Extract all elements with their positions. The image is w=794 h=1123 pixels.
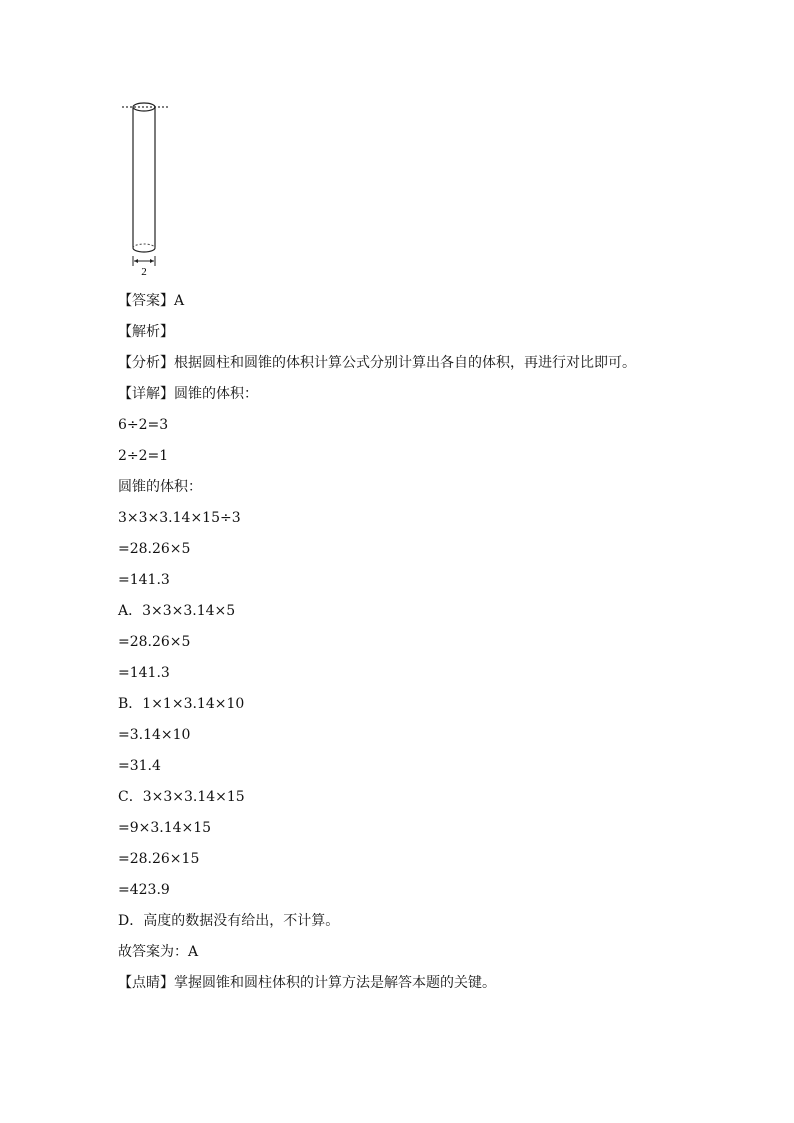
diameter-label: 2 bbox=[141, 266, 147, 278]
option-b-line: B．1×1×3.14×10 bbox=[118, 696, 245, 712]
key-point-line: 【点睛】掌握圆锥和圆柱体积的计算方法是解答本题的关键。 bbox=[118, 975, 496, 991]
cylinder-bottom-back-arc bbox=[133, 244, 155, 248]
calc-line: 2÷2=1 bbox=[118, 448, 169, 464]
calc-line: =28.26×5 bbox=[118, 634, 191, 650]
cylinder-bottom-front-arc bbox=[133, 248, 155, 252]
detail-line: 【详解】圆锥的体积： bbox=[118, 386, 258, 402]
option-c-line: C．3×3×3.14×15 bbox=[118, 789, 245, 805]
conclusion-line: 故答案为：A bbox=[118, 944, 199, 960]
calc-line: 3×3×3.14×15÷3 bbox=[118, 510, 241, 526]
calc-line: 圆锥的体积： bbox=[118, 479, 202, 495]
analysis-heading: 【解析】 bbox=[118, 324, 174, 340]
answer-line: 【答案】A bbox=[118, 293, 185, 309]
calc-line: =3.14×10 bbox=[118, 727, 191, 743]
calc-line: =9×3.14×15 bbox=[118, 820, 212, 836]
option-a-line: A．3×3×3.14×5 bbox=[118, 603, 236, 619]
dimension-arrow-left bbox=[134, 259, 138, 263]
calc-line: =28.26×15 bbox=[118, 851, 200, 867]
option-d-line: D．高度的数据没有给出，不计算。 bbox=[118, 913, 340, 929]
solution-text bbox=[118, 286, 758, 999]
calc-line: =141.3 bbox=[118, 665, 170, 681]
calc-line: =31.4 bbox=[118, 758, 161, 774]
dimension-arrow-right bbox=[150, 259, 154, 263]
analysis-line: 【分析】根据圆柱和圆锥的体积计算公式分别计算出各自的体积，再进行对比即可。 bbox=[118, 355, 636, 371]
calc-line: =423.9 bbox=[118, 882, 170, 898]
cylinder-diagram bbox=[118, 96, 178, 280]
cylinder-figure bbox=[118, 96, 178, 280]
calc-line: =141.3 bbox=[118, 572, 170, 588]
calc-line: 6÷2=3 bbox=[118, 417, 169, 433]
calc-line: =28.26×5 bbox=[118, 541, 191, 557]
